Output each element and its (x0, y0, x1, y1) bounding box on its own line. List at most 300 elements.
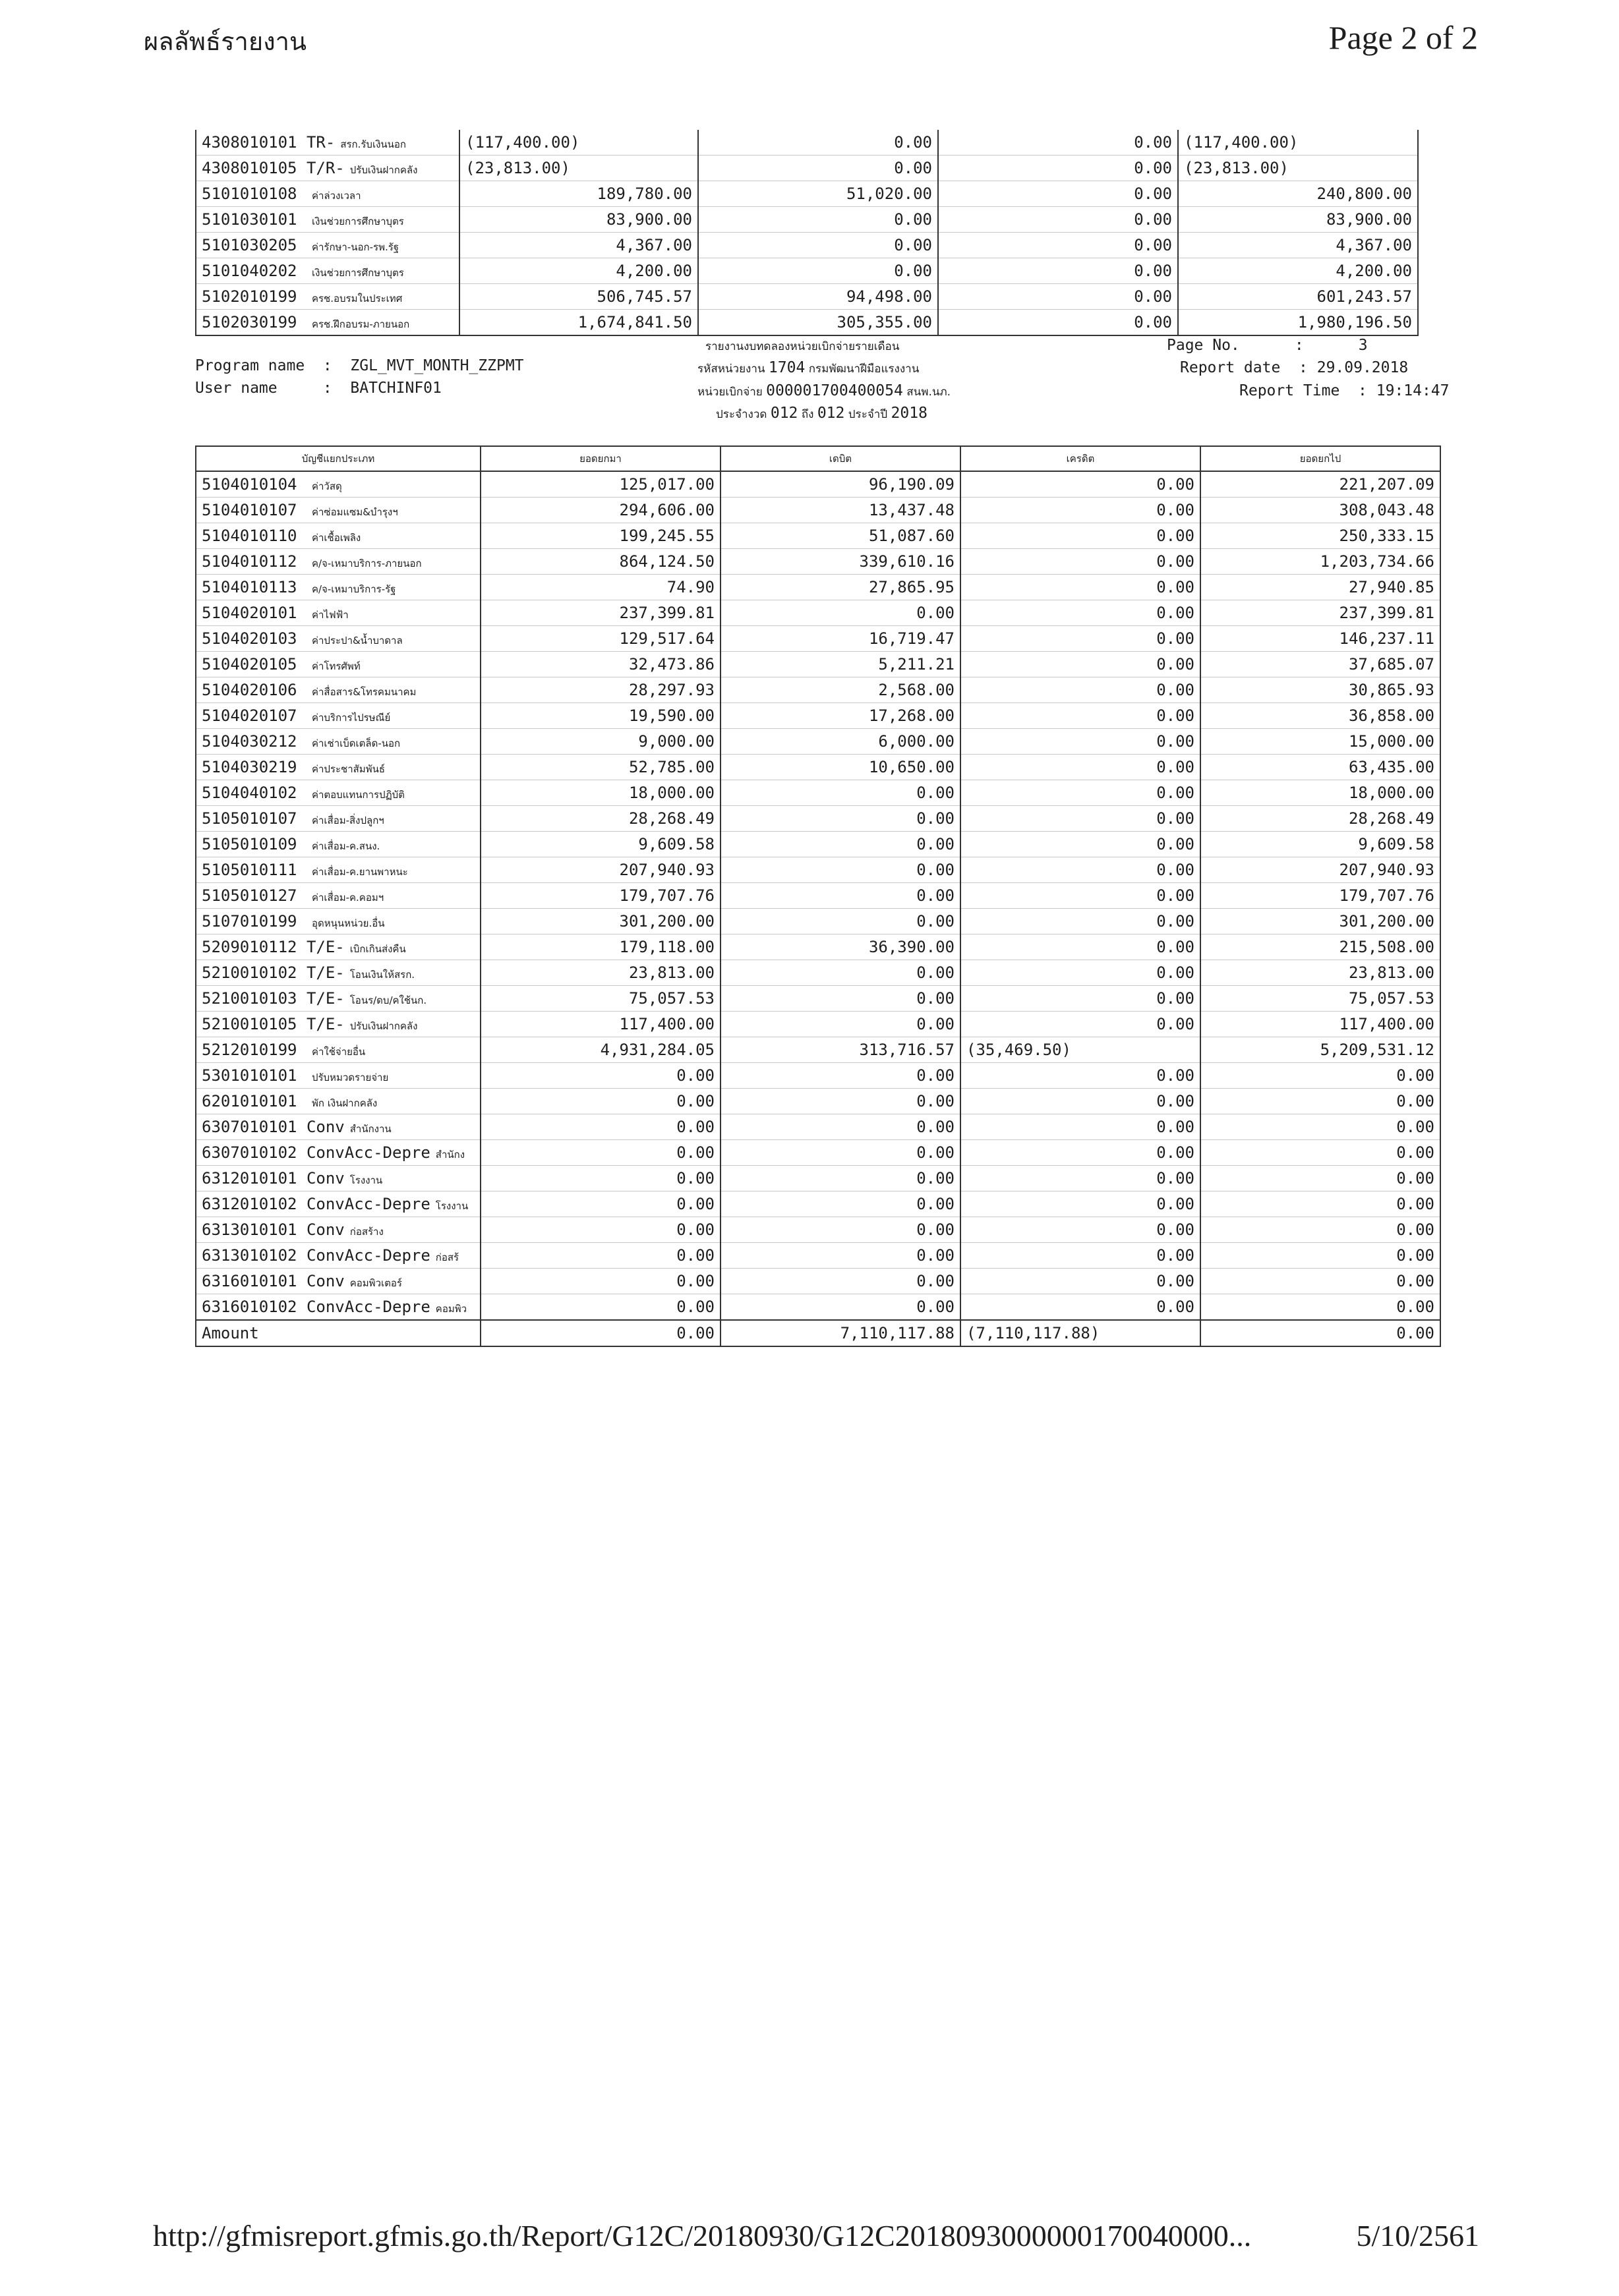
credit-cell: (35,469.50) (960, 1037, 1200, 1063)
credit-cell: 0.00 (960, 934, 1200, 960)
carried-forward-cell: 117,400.00 (1200, 1012, 1440, 1037)
debit-cell: 96,190.09 (721, 471, 960, 498)
account-description: ค่าวัสดุ (311, 480, 342, 492)
account-cell (196, 498, 481, 523)
carried-forward-cell: (23,813.00) (1178, 156, 1418, 181)
account-prefix: T/R- (306, 158, 345, 177)
debit-cell: 0.00 (721, 1294, 960, 1321)
credit-cell: 0.00 (960, 498, 1200, 523)
program-name-line: Program name : ZGL_MVT_MONTH_ZZPMT (195, 357, 524, 374)
table-row (196, 1063, 1440, 1089)
account-cell (196, 934, 481, 960)
brought-forward-cell: 0.00 (481, 1269, 721, 1294)
carried-forward-cell: 308,043.48 (1200, 498, 1440, 523)
account-cell (196, 729, 481, 755)
brought-forward-cell: 28,268.49 (481, 806, 721, 832)
account-description: ค่าเสื่อม-ค.คอมฯ (311, 891, 384, 904)
debit-cell: 0.00 (721, 600, 960, 626)
report-title: รายงานงบทดลองหน่วยเบิกจ่ายรายเดือน (705, 340, 900, 353)
account-cell (196, 960, 481, 986)
account-code: 5210010102 (202, 963, 297, 982)
account-description: ค่าบริการไปรษณีย์ (311, 711, 391, 724)
header-account: บัญชีแยกประเภท (196, 446, 481, 471)
table-row (196, 1217, 1440, 1243)
account-cell (196, 1269, 481, 1294)
account-cell (196, 1191, 481, 1217)
footer-date: 5/10/2561 (1356, 2219, 1479, 2253)
brought-forward-cell: 0.00 (481, 1063, 721, 1089)
report-time-line: Report Time : 19:14:47 (1239, 382, 1450, 399)
table-row (196, 1012, 1440, 1037)
brought-forward-cell: 0.00 (481, 1294, 721, 1321)
debit-cell: 0.00 (721, 857, 960, 883)
account-cell (196, 1243, 481, 1269)
credit-cell: 0.00 (960, 575, 1200, 600)
credit-cell: 0.00 (960, 857, 1200, 883)
brought-forward-cell: 32,473.86 (481, 652, 721, 677)
debit-cell: 51,020.00 (698, 181, 938, 207)
account-cell (196, 600, 481, 626)
table-row (196, 1294, 1440, 1321)
table-row (196, 207, 1418, 233)
amount-label: Amount (196, 1320, 481, 1346)
table-row (196, 780, 1440, 806)
table-row (196, 857, 1440, 883)
account-prefix: T/E- (306, 989, 345, 1008)
credit-cell: 0.00 (960, 960, 1200, 986)
account-code: 6313010101 (202, 1220, 297, 1239)
debit-cell: 0.00 (721, 1166, 960, 1191)
account-description: ค่าประชาสัมพันธ์ (311, 762, 385, 775)
account-description: ปรับหมวดรายจ่าย (311, 1071, 389, 1083)
debit-cell: 13,437.48 (721, 498, 960, 523)
table-row (196, 729, 1440, 755)
account-code: 5105010111 (202, 860, 297, 879)
account-code: 5212010199 (202, 1040, 297, 1059)
brought-forward-cell: 28,297.93 (481, 677, 721, 703)
account-description: ค่าเสื่อม-สิ่งปลูกฯ (311, 814, 384, 826)
account-description: เบิกเกินส่งคืน (349, 942, 406, 955)
carried-forward-cell: 301,200.00 (1200, 909, 1440, 934)
period-line: ประจำงวด 012 ถึง 012 ประจำปี 2018 (716, 405, 927, 422)
carried-forward-cell: 0.00 (1200, 1294, 1440, 1321)
account-description: ค่าล่วงเวลา (311, 189, 361, 202)
carried-forward-cell: 237,399.81 (1200, 600, 1440, 626)
carried-forward-cell: (117,400.00) (1178, 130, 1418, 156)
credit-cell: 0.00 (960, 677, 1200, 703)
account-description: ค่าไฟฟ้า (311, 608, 349, 621)
debit-cell: 16,719.47 (721, 626, 960, 652)
account-description: ค่าตอบแทนการปฏิบัติ (311, 788, 405, 801)
table-row (196, 600, 1440, 626)
amount-credit: (7,110,117.88) (960, 1320, 1200, 1346)
credit-cell: 0.00 (960, 806, 1200, 832)
debit-cell: 94,498.00 (698, 284, 938, 310)
continuation-table (195, 130, 1419, 336)
account-prefix: ConvAcc-Depre (306, 1297, 430, 1316)
carried-forward-cell: 240,800.00 (1178, 181, 1418, 207)
header-credit: เครดิต (960, 446, 1200, 471)
brought-forward-cell: 4,200.00 (459, 258, 698, 284)
account-description: โรงงาน (435, 1199, 469, 1212)
account-cell (196, 284, 459, 310)
agency-line: รหัสหน่วยงาน 1704 กรมพัฒนาฝีมือแรงงาน (697, 359, 920, 376)
brought-forward-cell: 179,707.76 (481, 883, 721, 909)
debit-cell: 0.00 (698, 156, 938, 181)
account-code: 5104020105 (202, 654, 297, 674)
carried-forward-cell: 4,200.00 (1178, 258, 1418, 284)
account-code: 5104020103 (202, 629, 297, 648)
credit-cell: 0.00 (960, 729, 1200, 755)
carried-forward-cell: 221,207.09 (1200, 471, 1440, 498)
carried-forward-cell: 75,057.53 (1200, 986, 1440, 1012)
account-description: ค่าเสื่อม-ค.สนง. (311, 840, 380, 852)
credit-cell: 0.00 (960, 1166, 1200, 1191)
account-cell (196, 1089, 481, 1114)
table-row (196, 1089, 1440, 1114)
brought-forward-cell: 75,057.53 (481, 986, 721, 1012)
account-code: 5102030199 (202, 312, 297, 331)
account-cell (196, 652, 481, 677)
brought-forward-cell: (117,400.00) (459, 130, 698, 156)
table-row (196, 498, 1440, 523)
account-cell (196, 780, 481, 806)
account-prefix: ConvAcc-Depre (306, 1194, 430, 1213)
account-cell (196, 575, 481, 600)
brought-forward-cell: 199,245.55 (481, 523, 721, 549)
table-row (196, 626, 1440, 652)
brought-forward-cell: 4,931,284.05 (481, 1037, 721, 1063)
carried-forward-cell: 9,609.58 (1200, 832, 1440, 857)
account-code: 5105010127 (202, 886, 297, 905)
brought-forward-cell: 294,606.00 (481, 498, 721, 523)
brought-forward-cell: 0.00 (481, 1217, 721, 1243)
account-description: คอมพิว (435, 1302, 467, 1315)
account-prefix: T/E- (306, 963, 345, 982)
account-description: ค่าประปา&น้ำบาดาล (311, 634, 403, 646)
debit-cell: 0.00 (721, 1217, 960, 1243)
brought-forward-cell: 189,780.00 (459, 181, 698, 207)
credit-cell: 0.00 (938, 284, 1178, 310)
table-row (196, 986, 1440, 1012)
account-code: 5104010104 (202, 474, 297, 494)
account-cell (196, 677, 481, 703)
brought-forward-cell: 0.00 (481, 1089, 721, 1114)
debit-cell: 36,390.00 (721, 934, 960, 960)
page-number: Page 2 of 2 (1328, 19, 1478, 56)
page-header-title: ผลลัพธ์รายงาน (144, 27, 307, 56)
account-description: ค่าโทรศัพท์ (311, 660, 361, 672)
account-description: ก่อสร้าง (349, 1225, 384, 1238)
table-row (196, 934, 1440, 960)
carried-forward-cell: 146,237.11 (1200, 626, 1440, 652)
account-prefix: Conv (306, 1168, 345, 1188)
user-name-line: User name : BATCHINF01 (195, 380, 442, 397)
credit-cell: 0.00 (960, 780, 1200, 806)
credit-cell: 0.00 (960, 600, 1200, 626)
debit-cell: 0.00 (721, 1012, 960, 1037)
credit-cell: 0.00 (960, 832, 1200, 857)
account-code: 5101030101 (202, 210, 297, 229)
account-cell (196, 755, 481, 780)
table-row (196, 575, 1440, 600)
account-prefix: TR- (306, 132, 336, 152)
header-brought-forward: ยอดยกมา (481, 446, 721, 471)
credit-cell: 0.00 (960, 1269, 1200, 1294)
brought-forward-cell: 864,124.50 (481, 549, 721, 575)
account-prefix: T/E- (306, 1014, 345, 1033)
account-code: 5104010112 (202, 552, 297, 571)
account-code: 5101040202 (202, 261, 297, 280)
account-code: 5104030212 (202, 732, 297, 751)
table-row (196, 284, 1418, 310)
brought-forward-cell: 0.00 (481, 1243, 721, 1269)
table-row (196, 1166, 1440, 1191)
account-cell (196, 523, 481, 549)
footer-url: http://gfmisreport.gfmis.go.th/Report/G12C/20180930/G12C2018093000000170040000... (153, 2219, 1252, 2253)
account-cell (196, 181, 459, 207)
account-description: เงินช่วยการศึกษาบุตร (311, 215, 404, 227)
account-description: ก่อสร้ (435, 1251, 459, 1263)
account-code: 6316010101 (202, 1271, 297, 1290)
credit-cell: 0.00 (960, 909, 1200, 934)
account-code: 5104020101 (202, 603, 297, 622)
account-cell (196, 857, 481, 883)
brought-forward-cell: 9,609.58 (481, 832, 721, 857)
table-row (196, 677, 1440, 703)
credit-cell: 0.00 (960, 1063, 1200, 1089)
account-cell (196, 986, 481, 1012)
credit-cell: 0.00 (938, 310, 1178, 336)
account-description: พัก เงินฝากคลัง (311, 1097, 378, 1109)
account-prefix: Conv (306, 1271, 345, 1290)
account-code: 5101030205 (202, 235, 297, 254)
amount-row (196, 1320, 1440, 1346)
account-code: 5209010112 (202, 937, 297, 956)
account-description: สำนักง (435, 1148, 465, 1161)
debit-cell: 5,211.21 (721, 652, 960, 677)
brought-forward-cell: 129,517.64 (481, 626, 721, 652)
account-code: 6312010102 (202, 1194, 297, 1213)
credit-cell: 0.00 (960, 471, 1200, 498)
brought-forward-cell: 18,000.00 (481, 780, 721, 806)
debit-cell: 17,268.00 (721, 703, 960, 729)
carried-forward-cell: 0.00 (1200, 1217, 1440, 1243)
table-row (196, 549, 1440, 575)
table-row (196, 652, 1440, 677)
credit-cell: 0.00 (960, 1191, 1200, 1217)
brought-forward-cell: 237,399.81 (481, 600, 721, 626)
debit-cell: 0.00 (721, 780, 960, 806)
debit-cell: 0.00 (721, 909, 960, 934)
account-code: 5104010107 (202, 500, 297, 519)
account-description: ค/จ-เหมาบริการ-รัฐ (311, 583, 396, 595)
account-code: 5104010110 (202, 526, 297, 545)
debit-cell: 0.00 (721, 1140, 960, 1166)
account-code: 6201010101 (202, 1091, 297, 1110)
report-date-line: Report date : 29.09.2018 (1180, 359, 1409, 376)
brought-forward-cell: 52,785.00 (481, 755, 721, 780)
credit-cell: 0.00 (960, 1114, 1200, 1140)
account-prefix: Conv (306, 1220, 345, 1239)
debit-cell: 0.00 (698, 130, 938, 156)
credit-cell: 0.00 (960, 1140, 1200, 1166)
carried-forward-cell: 250,333.15 (1200, 523, 1440, 549)
carried-forward-cell: 30,865.93 (1200, 677, 1440, 703)
account-code: 5104030219 (202, 757, 297, 776)
account-description: โอนร/ดบ/คใช้นก. (349, 994, 427, 1006)
debit-cell: 0.00 (721, 1063, 960, 1089)
table-row (196, 471, 1440, 498)
account-cell (196, 130, 459, 156)
credit-cell: 0.00 (960, 1294, 1200, 1321)
carried-forward-cell: 28,268.49 (1200, 806, 1440, 832)
account-prefix: ConvAcc-Depre (306, 1246, 430, 1265)
credit-cell: 0.00 (938, 233, 1178, 258)
table-row (196, 1191, 1440, 1217)
carried-forward-cell: 0.00 (1200, 1089, 1440, 1114)
account-cell (196, 258, 459, 284)
ledger-table (195, 445, 1441, 1347)
account-cell (196, 1063, 481, 1089)
amount-carried-forward: 0.00 (1200, 1320, 1440, 1346)
ledger-header-row (196, 446, 1440, 471)
account-cell (196, 703, 481, 729)
credit-cell: 0.00 (938, 258, 1178, 284)
account-prefix: T/E- (306, 937, 345, 956)
carried-forward-cell: 179,707.76 (1200, 883, 1440, 909)
account-prefix: ConvAcc-Depre (306, 1143, 430, 1162)
table-row (196, 156, 1418, 181)
account-cell (196, 883, 481, 909)
account-cell (196, 626, 481, 652)
account-code: 5107010199 (202, 911, 297, 931)
brought-forward-cell: (23,813.00) (459, 156, 698, 181)
account-cell (196, 1294, 481, 1321)
account-cell (196, 1114, 481, 1140)
account-cell (196, 909, 481, 934)
account-description: ครช.ฝึกอบรม-ภายนอก (311, 318, 410, 330)
brought-forward-cell: 0.00 (481, 1140, 721, 1166)
brought-forward-cell: 301,200.00 (481, 909, 721, 934)
debit-cell: 6,000.00 (721, 729, 960, 755)
account-description: สำนักงาน (349, 1122, 392, 1135)
account-description: ค่าเช่าเบ็ดเตล็ด-นอก (311, 737, 401, 749)
debit-cell: 0.00 (721, 1269, 960, 1294)
brought-forward-cell: 83,900.00 (459, 207, 698, 233)
account-description: ค่าเสื่อม-ค.ยานพาหนะ (311, 865, 408, 878)
credit-cell: 0.00 (960, 986, 1200, 1012)
account-code: 5210010105 (202, 1014, 297, 1033)
account-code: 5102010199 (202, 287, 297, 306)
amount-brought-forward: 0.00 (481, 1320, 721, 1346)
account-description: ค่ารักษา-นอก-รพ.รัฐ (311, 241, 399, 253)
carried-forward-cell: 207,940.93 (1200, 857, 1440, 883)
brought-forward-cell: 1,674,841.50 (459, 310, 698, 336)
account-cell (196, 806, 481, 832)
account-description: โอนเงินให้สรก. (349, 968, 415, 981)
table-row (196, 960, 1440, 986)
brought-forward-cell: 9,000.00 (481, 729, 721, 755)
brought-forward-cell: 125,017.00 (481, 471, 721, 498)
table-row (196, 181, 1418, 207)
table-row (196, 310, 1418, 336)
brought-forward-cell: 179,118.00 (481, 934, 721, 960)
credit-cell: 0.00 (938, 207, 1178, 233)
account-description: ครช.อบรมในประเทศ (311, 292, 403, 304)
account-code: 5104020106 (202, 680, 297, 699)
debit-cell: 339,610.16 (721, 549, 960, 575)
account-code: 5105010109 (202, 834, 297, 853)
credit-cell: 0.00 (960, 1012, 1200, 1037)
brought-forward-cell: 207,940.93 (481, 857, 721, 883)
brought-forward-cell: 23,813.00 (481, 960, 721, 986)
credit-cell: 0.00 (938, 130, 1178, 156)
brought-forward-cell: 117,400.00 (481, 1012, 721, 1037)
debit-cell: 10,650.00 (721, 755, 960, 780)
debit-cell: 27,865.95 (721, 575, 960, 600)
debit-cell: 0.00 (721, 832, 960, 857)
table-row (196, 1114, 1440, 1140)
table-row (196, 1037, 1440, 1063)
account-description: ค่าสื่อสาร&โทรคมนาคม (311, 685, 417, 698)
credit-cell: 0.00 (960, 703, 1200, 729)
debit-cell: 0.00 (721, 986, 960, 1012)
carried-forward-cell: 0.00 (1200, 1166, 1440, 1191)
table-row (196, 909, 1440, 934)
table-row (196, 832, 1440, 857)
account-cell (196, 1166, 481, 1191)
brought-forward-cell: 19,590.00 (481, 703, 721, 729)
page-no-line: Page No. : 3 (1167, 337, 1368, 354)
credit-cell: 0.00 (960, 755, 1200, 780)
table-row (196, 755, 1440, 780)
carried-forward-cell: 18,000.00 (1200, 780, 1440, 806)
table-row (196, 1140, 1440, 1166)
debit-cell: 0.00 (698, 258, 938, 284)
account-code: 5301010101 (202, 1066, 297, 1085)
account-code: 6307010102 (202, 1143, 297, 1162)
carried-forward-cell: 601,243.57 (1178, 284, 1418, 310)
credit-cell: 0.00 (960, 1243, 1200, 1269)
carried-forward-cell: 4,367.00 (1178, 233, 1418, 258)
account-cell (196, 1217, 481, 1243)
account-code: 5105010107 (202, 809, 297, 828)
account-code: 5101010108 (202, 184, 297, 203)
header-debit: เดบิต (721, 446, 960, 471)
table-row (196, 258, 1418, 284)
account-code: 5210010103 (202, 989, 297, 1008)
debit-cell: 0.00 (698, 233, 938, 258)
account-description: ค/จ-เหมาบริการ-ภายนอก (311, 557, 422, 569)
carried-forward-cell: 15,000.00 (1200, 729, 1440, 755)
carried-forward-cell: 0.00 (1200, 1063, 1440, 1089)
account-cell (196, 156, 459, 181)
debit-cell: 0.00 (721, 960, 960, 986)
brought-forward-cell: 506,745.57 (459, 284, 698, 310)
account-cell (196, 207, 459, 233)
account-description: ค่าใช้จ่ายอื่น (311, 1045, 366, 1058)
carried-forward-cell: 215,508.00 (1200, 934, 1440, 960)
debit-cell: 0.00 (721, 1089, 960, 1114)
account-code: 4308010105 (202, 158, 297, 177)
account-code: 6313010102 (202, 1246, 297, 1265)
credit-cell: 0.00 (960, 1217, 1200, 1243)
brought-forward-cell: 0.00 (481, 1191, 721, 1217)
account-cell (196, 549, 481, 575)
brought-forward-cell: 0.00 (481, 1166, 721, 1191)
account-cell (196, 471, 481, 498)
